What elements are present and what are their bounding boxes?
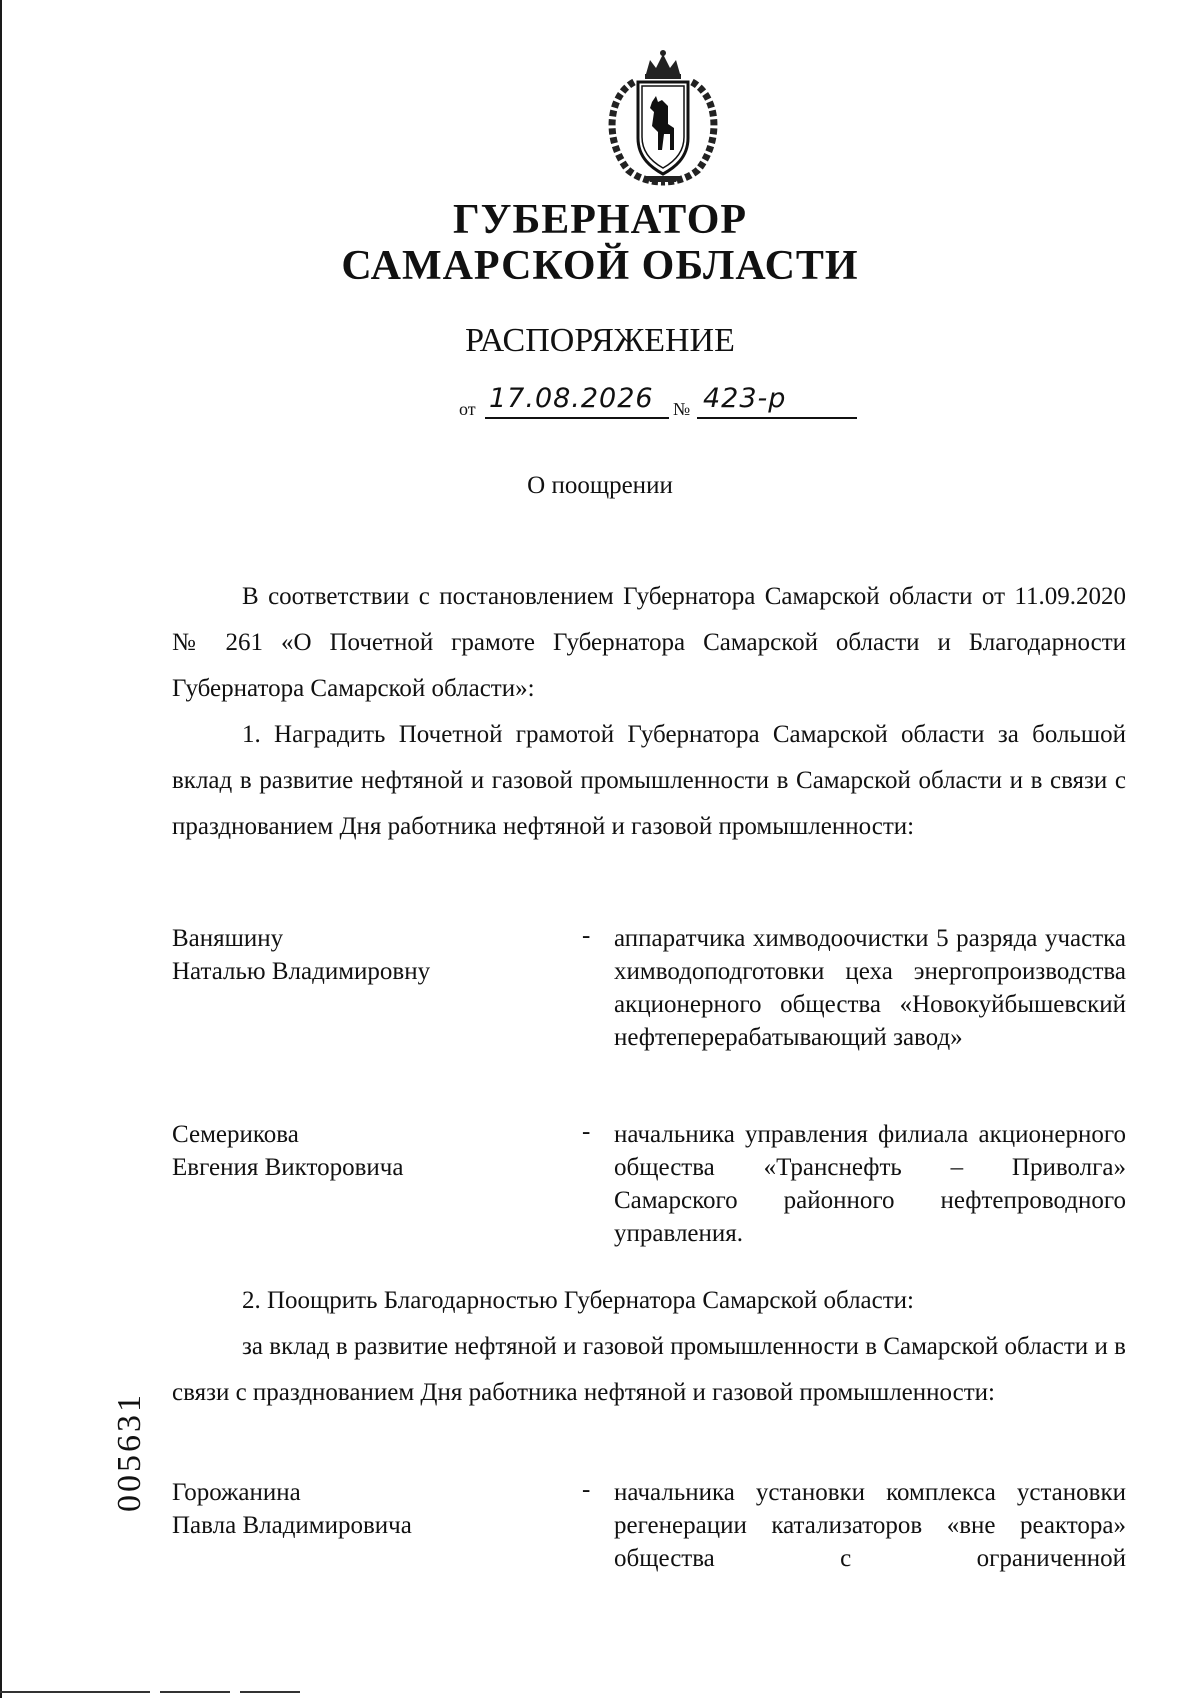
- section2-paragraph: 2. Поощрить Благодарностью Губернатора Самарской области:: [242, 1287, 914, 1314]
- date-underline: [485, 417, 669, 419]
- bottom-edge-line-1: [0, 1691, 150, 1693]
- section2-reason-paragraph: за вклад в развитие нефтяной и газовой промышленности в Самарской области и в связи с празднованием Дня работника нефтяной и газовой промышленности:: [172, 1333, 1126, 1406]
- awardee-3-surname: Горожанина: [172, 1479, 301, 1506]
- awardee-1-name: [172, 922, 552, 988]
- document-type: РАСПОРЯЖЕНИЕ: [465, 322, 735, 359]
- date-prefix: от: [459, 399, 476, 419]
- handwritten-date: 17.08.2026: [489, 383, 654, 414]
- awardee-2-position: начальника управления филиала акционерного общества «Транснефть – Приволга» Самарского районного нефтепроводного управления.: [614, 1121, 1126, 1247]
- awardee-1-surname: Ваняшину: [172, 925, 284, 952]
- bottom-edge-line-3: [240, 1691, 300, 1693]
- awardee-2-given-names: Евгения Викторовича: [172, 1154, 404, 1181]
- handwritten-number: 423-р: [703, 383, 787, 414]
- awardee-2-dash: -: [582, 1118, 591, 1145]
- awardee-1-dash: -: [582, 922, 591, 949]
- bottom-edge-line-2: [160, 1691, 230, 1693]
- issuer-title-line2: САМАРСКОЙ ОБЛАСТИ: [341, 243, 859, 289]
- preamble-paragraph: В соответствии с постановлением Губернатора Самарской области от 11.09.2020 № 261 «О Почетной грамоте Губернатора Самарской области и Благодарности Губернатора Самарской области»:: [172, 583, 1126, 702]
- number-underline: [697, 417, 857, 419]
- awardee-3-name: [172, 1476, 552, 1542]
- awardee-2-name: [172, 1118, 552, 1184]
- awardee-1-position: аппаратчика химводоочистки 5 разряда участка химводоподготовки цеха энергопроизводства акционерного общества «Новокуйбышевский нефтеперерабатывающий завод»: [614, 925, 1126, 1051]
- awardee-1-given-names: Наталью Владимировну: [172, 958, 431, 985]
- awardee-3-position: начальника установки комплекса установки регенерации катализаторов «вне реактора» общества с ограниченной: [614, 1479, 1126, 1572]
- awardee-3-dash: -: [582, 1476, 591, 1503]
- issuer-title-line1: ГУБЕРНАТОР: [452, 197, 748, 243]
- awardee-3-given-names: Павла Владимировича: [172, 1512, 412, 1539]
- section1-paragraph: 1. Наградить Почетной грамотой Губернатора Самарской области за большой вклад в развитие нефтяной и газовой промышленности в Самарской области и в связи с празднованием Дня работника нефтяной и газовой промышленности:: [172, 721, 1126, 840]
- document-subject: О поощрении: [527, 472, 673, 499]
- side-serial-stamp: 005631: [111, 1392, 148, 1512]
- coat-of-arms-icon: [588, 48, 738, 186]
- awardee-2-surname: Семерикова: [172, 1121, 299, 1148]
- number-sign: №: [673, 399, 691, 419]
